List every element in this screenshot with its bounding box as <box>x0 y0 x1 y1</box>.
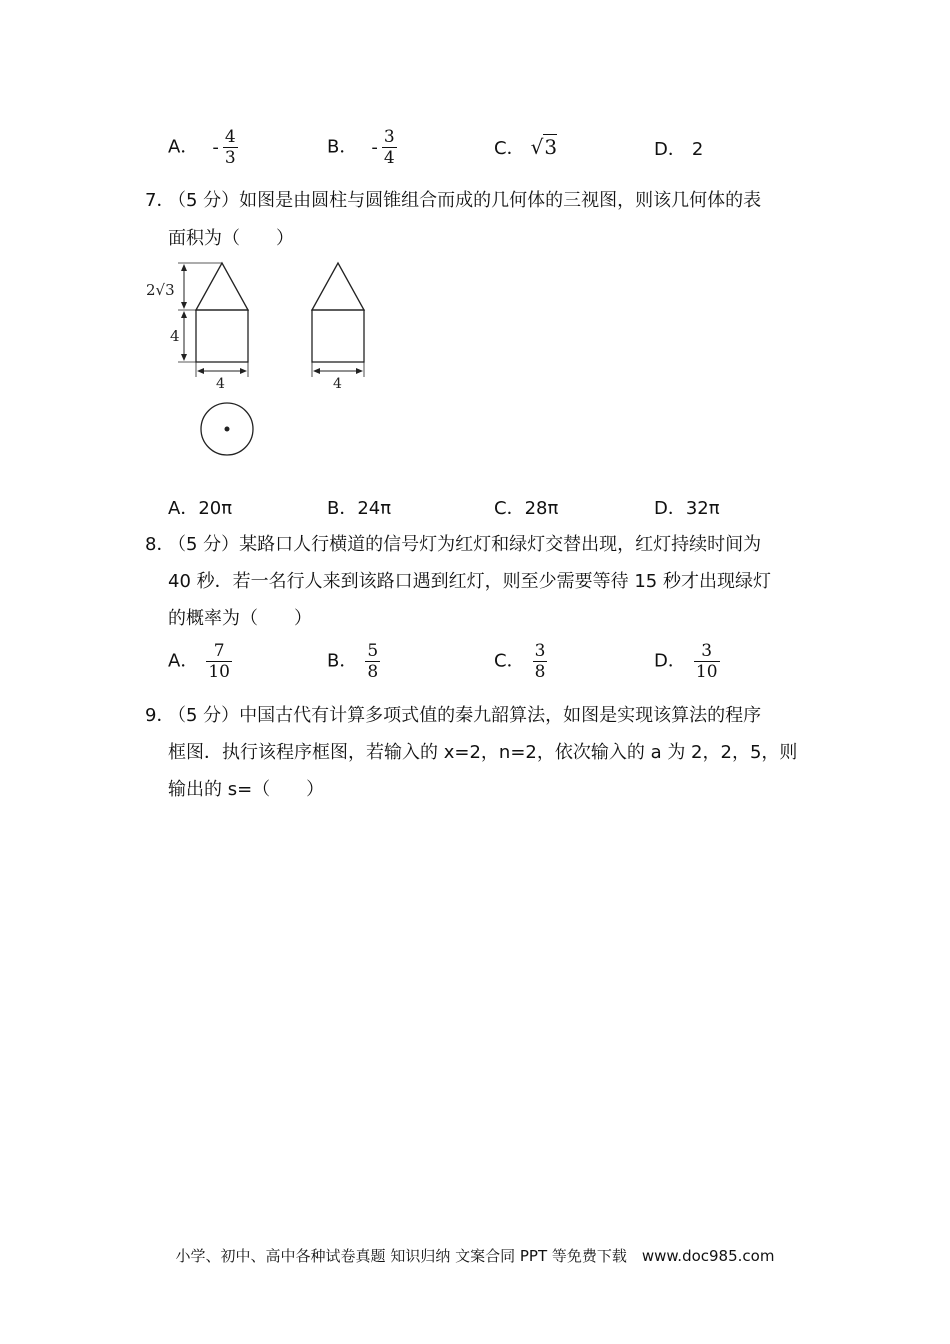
option-label: C． <box>494 650 525 672</box>
three-view-figure <box>140 255 400 465</box>
minus-sign: - <box>212 136 219 158</box>
fraction <box>365 642 380 681</box>
radicand: 3 <box>544 135 558 159</box>
option-label: A． <box>168 650 199 672</box>
side-view-cone <box>312 263 364 310</box>
denominator: 10 <box>208 662 230 682</box>
question-number: 8． <box>145 534 175 555</box>
cone-height-label: 2√3 <box>146 281 175 299</box>
option-label: C． <box>494 138 525 159</box>
fraction <box>206 642 232 681</box>
question-text: 的概率为（ ） <box>168 608 312 629</box>
q6-option-a <box>168 128 238 167</box>
front-view-cylinder <box>196 310 248 362</box>
option-label: D． <box>654 139 686 160</box>
q8-option-c <box>494 642 547 681</box>
q6-option-c <box>494 134 557 160</box>
q8-option-b <box>327 642 380 681</box>
side-width-label: 4 <box>333 376 342 392</box>
numerator: 7 <box>213 641 225 661</box>
q7-option-a: A．20π <box>168 498 233 519</box>
fraction <box>223 128 238 167</box>
fraction <box>533 642 548 681</box>
question-text: （5 分）如图是由圆柱与圆锥组合而成的几何体的三视图，则该几何体的表 <box>168 190 762 211</box>
question-number: 9． <box>145 705 175 726</box>
option-value: 2 <box>691 139 704 160</box>
numerator: 5 <box>367 641 379 661</box>
option-label: A． <box>168 136 199 158</box>
option-label: B． <box>327 650 358 672</box>
question-text: （5 分）中国古代有计算多项式值的秦九韶算法，如图是实现该算法的程序 <box>168 705 762 726</box>
option-label: D． <box>654 650 686 672</box>
q7-option-c: C．28π <box>494 498 559 519</box>
page-footer: 小学、初中、高中各种试卷真题 知识归纳 文案合同 PPT 等免费下载 www.doc985.com <box>175 1247 775 1265</box>
q6-option-d <box>654 135 703 161</box>
fraction <box>694 642 720 681</box>
question-text: 输出的 s=（ ） <box>168 779 325 800</box>
question-text: （5 分）某路口人行横道的信号灯为红灯和绿灯交替出现，红灯持续时间为 <box>168 534 762 555</box>
question-text: 40 秒．若一名行人来到该路口遇到红灯，则至少需要等待 15 秒才出现绿灯 <box>168 571 771 592</box>
denominator: 4 <box>383 148 395 168</box>
q7-option-b: B．24π <box>327 498 392 519</box>
numerator: 3 <box>383 127 395 147</box>
front-width-label: 4 <box>216 376 225 392</box>
numerator: 3 <box>701 641 713 661</box>
question-text: 框图．执行该程序框图，若输入的 x=2，n=2，依次输入的 a 为 2，2，5，则 <box>168 742 798 763</box>
denominator: 8 <box>367 662 379 682</box>
question-text: 面积为（ ） <box>168 228 294 249</box>
option-label: B． <box>327 136 358 158</box>
front-view-cone <box>196 263 248 310</box>
q8-option-a <box>168 642 232 681</box>
q6-option-b <box>327 128 397 167</box>
numerator: 4 <box>224 127 236 147</box>
denominator: 8 <box>534 662 546 682</box>
denominator: 10 <box>695 662 718 682</box>
side-view-cylinder <box>312 310 364 362</box>
fraction <box>382 128 397 167</box>
denominator: 3 <box>224 148 236 168</box>
cylinder-height-label: 4 <box>170 327 180 345</box>
top-view-center-dot <box>225 427 230 432</box>
q8-option-d <box>654 642 720 681</box>
numerator: 3 <box>534 641 546 661</box>
q7-option-d: D．32π <box>654 498 720 519</box>
minus-sign: - <box>371 136 378 158</box>
square-root: √3 <box>530 135 558 159</box>
question-number: 7． <box>145 190 175 211</box>
